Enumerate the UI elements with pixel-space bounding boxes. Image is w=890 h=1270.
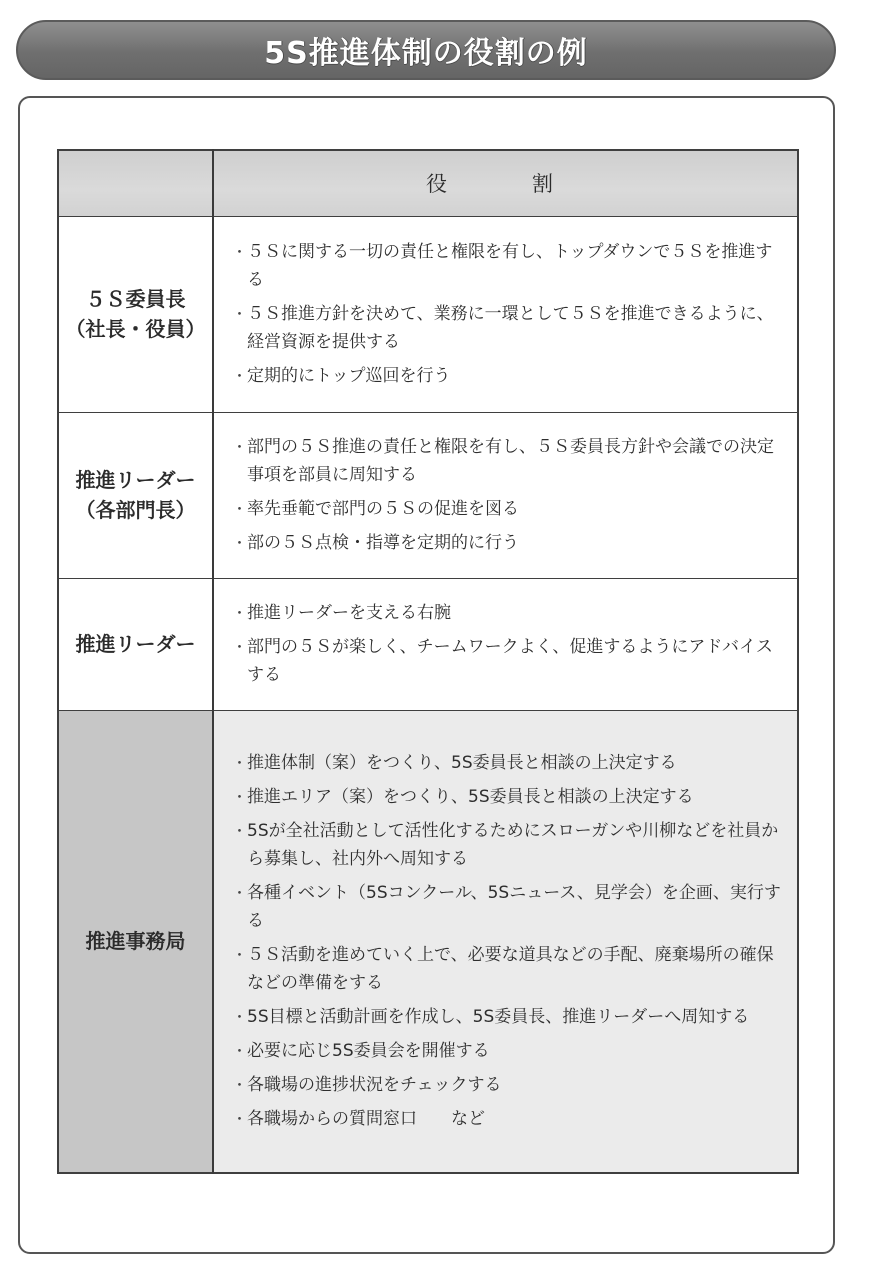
list-item [232,749,783,777]
list-item [232,238,783,294]
bullet-icon: ・ [232,305,248,323]
table-row [58,412,798,578]
bullet-icon: ・ [232,1110,248,1129]
duty-text: ５Ｓ活動を進めていく上で、必要な道具などの手配、廃棄場所の確保などの準備をする [247,945,774,994]
list-item [232,817,783,873]
role-name-cell [58,412,213,578]
list-item [232,1105,783,1133]
bullet-icon: ・ [232,604,248,622]
bullet-icon: ・ [232,243,248,261]
duty-text: 定期的にトップ巡回を行う [247,366,451,386]
header-left-cell [58,150,213,216]
list-item [232,433,783,489]
duty-text: 必要に応じ5S委員会を開催する [247,1041,490,1062]
bullet-icon: ・ [232,822,248,841]
bullet-icon: ・ [232,1008,248,1027]
role-table [57,149,799,1174]
role-duty-list [214,585,797,703]
list-item [232,941,783,997]
table-row [58,710,798,1173]
list-item [232,783,783,811]
role-name-cell [58,216,213,412]
role-duty-list [214,419,797,571]
bullet-icon: ・ [232,1042,248,1061]
duty-text: 推進リーダーを支える右腕 [247,603,452,623]
table-row [58,578,798,710]
role-name-sub: （社長・役員） [65,317,206,341]
duty-text: 部門の５Ｓが楽しく、チームワークよく、促進するようにアドバイスする [247,637,773,685]
duty-text: 5Sが全社活動として活性化するためにスローガンや川柳などを社員から募集し、社内外へ周知する [247,821,779,870]
bullet-icon: ・ [232,438,248,456]
duty-text: ５Ｓ推進方針を決めて、業務に一環として５Ｓを推進できるように、経営資源を提供する [247,304,774,352]
list-item [232,1037,783,1065]
bullet-icon: ・ [232,884,248,903]
duty-text: 推進エリア（案）をつくり、5S委員長と相談の上決定する [247,787,694,808]
role-name-sub: （各部門長） [75,498,196,522]
header-role-cell [213,150,798,216]
bullet-icon: ・ [232,638,248,656]
list-item [232,633,783,689]
list-item [232,1003,783,1031]
role-duty-list [214,735,797,1147]
duty-text: ５Ｓに関する一切の責任と権限を有し、トップダウンで５Ｓを推進する [247,242,773,290]
list-item [232,300,783,356]
list-item [232,1071,783,1099]
bullet-icon: ・ [232,754,248,773]
duty-text: 各種イベント（5Sコンクール、5Sニュース、見学会）を企画、実行する [247,883,781,932]
table-header-row [58,150,798,216]
bullet-icon: ・ [232,534,248,552]
list-item [232,529,783,557]
duty-text: 部の５Ｓ点検・指導を定期的に行う [247,533,520,553]
bullet-icon: ・ [232,788,248,807]
role-name-cell [58,578,213,710]
list-item [232,879,783,935]
bullet-icon: ・ [232,946,248,965]
role-description-cell [213,710,798,1173]
role-name: 推進事務局 [85,929,186,954]
duty-text: 5S目標と活動計画を作成し、5S委員長、推進リーダーへ周知する [247,1007,750,1028]
title-banner [16,20,836,80]
list-item [232,362,783,390]
role-description-cell [213,412,798,578]
role-description-cell [213,578,798,710]
duty-text: 率先垂範で部門の５Ｓの促進を図る [247,499,520,519]
bullet-icon: ・ [232,500,248,518]
role-name: 推進リーダー [75,468,196,492]
duty-text: 推進体制（案）をつくり、5S委員長と相談の上決定する [247,753,677,774]
role-name: ５Ｓ委員長 [85,287,186,311]
duty-text: 部門の５Ｓ推進の責任と権限を有し、５Ｓ委員長方針や会議での決定事項を部員に周知する [247,437,775,485]
list-item [232,599,783,627]
role-name-cell [58,710,213,1173]
role-duty-list [214,224,797,404]
list-item [232,495,783,523]
bullet-icon: ・ [232,1076,248,1095]
role-description-cell [213,216,798,412]
duty-text: 各職場からの質問窓口 など [247,1109,486,1130]
table-row [58,216,798,412]
bullet-icon: ・ [232,367,248,385]
role-name: 推進リーダー [75,632,196,656]
duty-text: 各職場の進捗状況をチェックする [247,1075,502,1096]
page-title: 5S推進体制の役割の例 [264,36,588,71]
header-role-label: 役 割 [426,172,585,197]
